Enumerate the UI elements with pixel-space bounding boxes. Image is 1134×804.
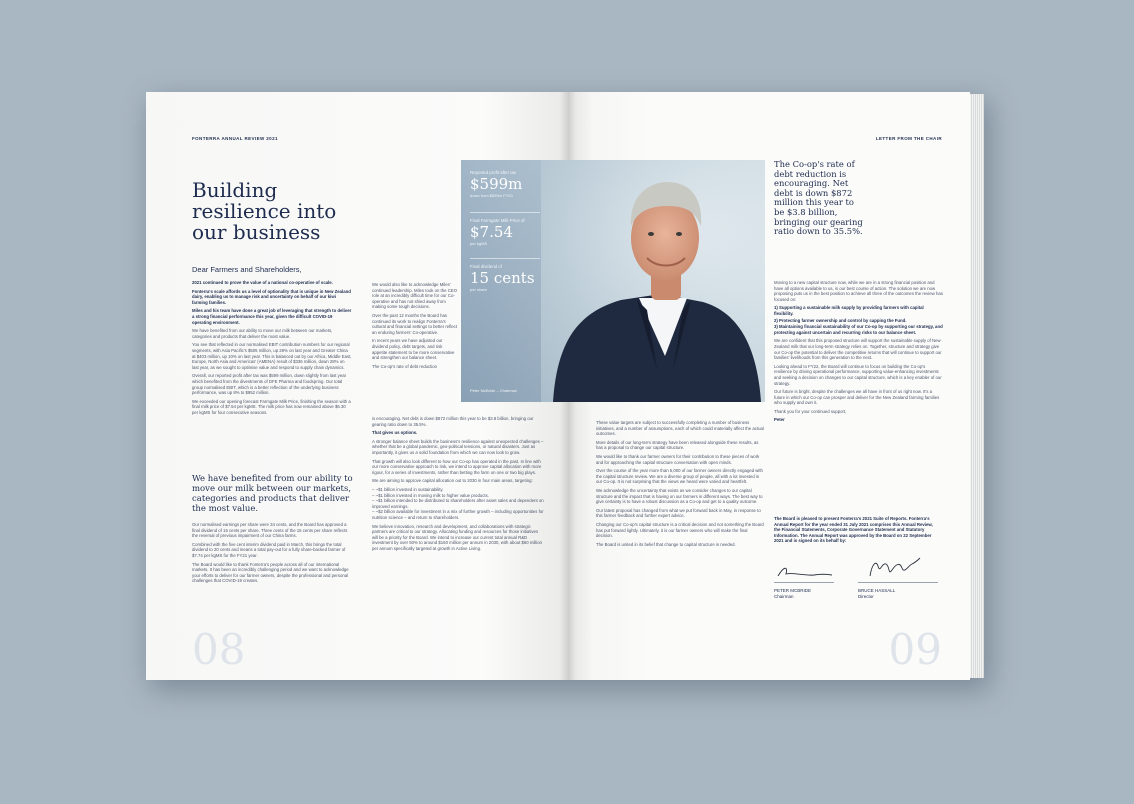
paragraph: Miles and his team have done a great job of leveraging that strength to deliver a strong financial performance this year, given the difficult COVID-19 operating environment. [192,308,352,325]
paragraph: We exceeded our opening forecast Farmgate Milk Price, finishing the season with a final milk price of $7.54 per kgMS. The milk price has now remained above $6.30 per kgMS for four consecutive seasons. [192,398,351,415]
stat-profit [470,170,522,198]
pull-quote-left: We have benefited from our ability to move our milk between our markets, categories and products that deliver the most value. [192,474,353,514]
photo-caption: Peter McBride – Chairman [470,388,518,393]
paragraph: Our normalised earnings per share were 34 cents, and the Board has approved a final dividend of 15 cents per share. Three cents of the 15 cents per share reflects the reversal of previous impairment of our China farms. [192,522,348,539]
paragraph: We are confident that this proposed structure will support the sustainable supply of New Zealand milk that our long-term strategy relies on. Together, structure and strategy give our Co-op the potential to deliver the competitive returns that will continue to support our families' livelihoods from this generation to the next. [774,338,942,361]
stat-label: Final dividend of [470,264,502,269]
stat-milk-price [470,218,525,246]
paragraph: That growth will also look different to how our Co-op has operated in the past. In line with our more conservative approach to risk, we intend to approve capital allocation with more rigour, for a series of investments, rather than betting the farm on one or two big plays. [372,458,542,475]
paragraph: Changing our Co-op's capital structure is a critical decision and not something the Board has put forward lightly. Ultimately, it is our farmer owners who will make the final decision. [596,521,764,539]
stat-sub: per share [470,286,487,292]
stat-dividend [470,264,535,292]
list-item: 1) Supporting a sustainable milk supply by providing farmers with capital flexibility. [774,305,924,316]
left-column-bottom [192,522,352,587]
paragraph: These value targets are subject to successfully completing a number of business initiatives, and a number of assumptions, each of which could materially affect the actual outcomes. [596,420,764,437]
paragraph: You see that reflected in our normalised EBIT contribution numbers for our regional segments, with Asia Pacific's $505 million, up 28% on last year and Greater China at $403 million, up 10% on last year. This is balanced out by our Africa, Middle East, Europe, North Asia and Americas' (AMENA) result of $336 million, down 28% on last year, as we sought to optimise value and respond to supply chain dynamics. [192,342,352,370]
right-page-left-column [596,420,764,550]
paragraph: We believe innovation, research and development, and collaborations with strategic partners are critical to our strategy. Allocating funding and resources for those initiatives will be a priority for the Board. We intend to increase our current total annual R&D investment by over 50% to around $160 million per annum in 2030, with about $60 million per annum specifically targeted at growth in Active Living. [372,523,543,551]
paragraph: In recent years we have adjusted our dividend policy, debt targets, and risk appetite statement to be more conservative and strengthen our balance sheet. [372,338,455,361]
list-item: 2) Protecting farmer ownership and control by capping the Fund. [774,317,907,323]
paragraph: Fonterra's scale affords us a level of optionality that is unique in New Zealand dairy, enabling us to manage risk and uncertainty on behalf of our kiwi farming families. [192,288,351,305]
stat-value: $599m [470,174,523,193]
paragraph: We are aiming to approve capital allocation out to 2030 in four main areas, targeting: [372,478,533,484]
left-column-top [192,280,352,418]
signatory-title: Chairman [774,594,794,599]
stat-label: Reported profit after tax [470,170,517,175]
paragraph: A stronger balance sheet builds the business's resilience against unexpected challenges – whether that be a global pandemic, geo-political tensions, or natural disasters. Just as importantly, it gives us a solid foundation from which we can now look to grow. [372,438,544,455]
page-number-right: 09 [888,625,942,674]
page-number-left: 08 [192,625,246,674]
signatory-name: BRUCE HASSALL [858,588,896,593]
paragraph: Moving to a new capital structure now, while we are in a strong financial position and have all options available to us, is our best course of action. The solution we are now proposing puts us in the best position to achieve all three of the outcomes the review has focused on: [774,280,943,302]
middle-column-narrow [372,282,458,369]
paragraph: Over the course of the year more than 5,000 of our farmer owners directly engaged with the capital structure review. We are a diverse group of people, all with a lot invested in our Co-op. It is not surprising that the views we heard were varied and heartfelt. [596,468,763,485]
paragraph: Looking ahead to FY22, the Board will continue to focus on building the Co-op's resilience by driving operational performance, supporting value-enhancing investments and seeking a decision on changes to our capital structure, which is a key enabler of our strategy. [774,363,942,386]
signature-line [858,582,938,583]
paragraph: We have benefited from our ability to move our milk between our markets, categories and products that deliver the most value. [192,328,333,339]
paragraph: The Board is pleased to present Fonterra's 2021 Suite of Reports. Fonterra's Annual Report for the year ended 31 July 2021 comprises this Annual Review, the Financial Statements, Corporate Governance Statement and Statutory Information. The Annual Report was approved by the Board on 22 September 2021 and is signed on its behalf by: [774,516,933,544]
list-item: – ~$1 billion invested in moving milk to higher value products. [372,492,489,498]
stat-divider [470,212,540,213]
signature-mcbride [774,562,834,582]
page-edges [970,94,984,678]
running-head-left: FONTERRA ANNUAL REVIEW 2021 [192,136,278,141]
signatory-2 [858,588,895,600]
running-head-right: LETTER FROM THE CHAIR [875,136,942,141]
signature-hassall [864,556,924,582]
page-headline: Building resilience into our business [192,178,337,244]
paragraph: More details of our long-term strategy have been released alongside these results, as has a proposal to change our capital structure. [596,439,759,451]
list-item: 3) Maintaining financial sustainability of our Co-op by supporting our strategy, and protecting against uncertain and recurring risks to our balance sheet. [774,324,943,335]
pull-quote-right: The Co-op's rate of debt reduction is encouraging. Net debt is down $872 million this year to be $3.8 billion, bringing our gearing ratio down to 35.5%. [774,159,863,237]
paragraph: The Co-op's rate of debt reduction [372,363,438,369]
stat-value: $7.54 [470,222,513,241]
paragraph: Our future is bright, despite the challenges we all have in front of us right now. It's a future in which our Co-op can prosper and deliver for the New Zealand farming families who supply and own it. [774,389,940,406]
list-item: – ~$1 billion intended to be distributed to shareholders after asset sales and dependent on improved earnings. [372,498,544,509]
paragraph: Overall, our reported profit after tax was $599 million, down slightly from last year which benefited from the divestments of DFE Pharma and foodspring. Our total group normalised EBIT, which is a better reflection of the underlying business performance, was up 8% to $952 million. [192,373,347,396]
paragraph: Our latest proposal has changed from what we put forward back in May, in response to this farmer feedback and further expert advice. [596,507,761,519]
paragraph: We would also like to acknowledge Miles' continued leadership. Miles took on the CEO role at an incredibly difficult time for our Co-operative and has not shied away from making some tough decisions. [372,282,458,310]
paragraph: 2021 continued to prove the value of a national co-operative of scale. [192,280,333,285]
paragraph: We acknowledge the uncertainty that exists as we consider changes to our capital structure and the impact that is having on our farmers in different ways. The best way to give certainty is to have a robust discussion as a Co-op and get to a quality outcome. [596,487,763,505]
signatory-title: Director [858,594,874,599]
board-statement [774,516,940,547]
middle-column-wide [372,416,544,554]
list-item: – ~$1 billion invested in sustainability. [372,486,444,492]
paragraph: Over the past 12 months the Board has continued its work to realign Fonterra's cultural and financial settings to better reflect an enduring farmers' Co-operative. [372,312,458,335]
signature-line [774,582,834,583]
right-page-right-column [774,280,944,426]
paragraph: Thank you for your continued support, [774,408,847,414]
signoff: Peter [774,417,785,423]
stat-sub: down from $659m FY20 [470,192,513,198]
stat-sub: per kgMS [470,240,488,246]
paragraph: The Board is united in its belief that change to capital structure is needed. [596,541,736,547]
paragraph: Combined with the five cent interim dividend paid in March, this brings the total dividend to 20 cents and means a total pay-out for a fully share-backed farmer of $7.74 per kgMS for the FY21 year. [192,541,346,558]
stat-value: 15 cents [470,268,535,287]
stat-divider [470,258,540,259]
stat-label: Final Farmgate Milk Price of [470,218,525,223]
list-item: – ~$2 billion available for investment in a mix of further growth – including opportunities for nutrition science – and return to shareholders. [372,509,544,520]
greeting: Dear Farmers and Shareholders, [192,265,302,274]
paragraph: We would like to thank our farmer owners for their contribution to these pieces of work and for approaching the capital structure conversation with open minds. [596,453,760,465]
paragraph: That gives us options. [372,430,418,436]
signatory-name: PETER MCBRIDE [774,588,812,593]
signatory-1 [774,588,811,600]
paragraph: The Board would like to thank Fonterra's people across all of our international markets. It has been an incredibly challenging period and we want to acknowledge your efforts to deliver for our farmer owners, despite the professional and personal challenges that COVID-19 creates. [192,561,349,584]
paragraph: is encouraging. Net debt is down $872 million this year to be $3.8 billion, bringing our gearing ratio down to 35.5%. [372,416,534,427]
